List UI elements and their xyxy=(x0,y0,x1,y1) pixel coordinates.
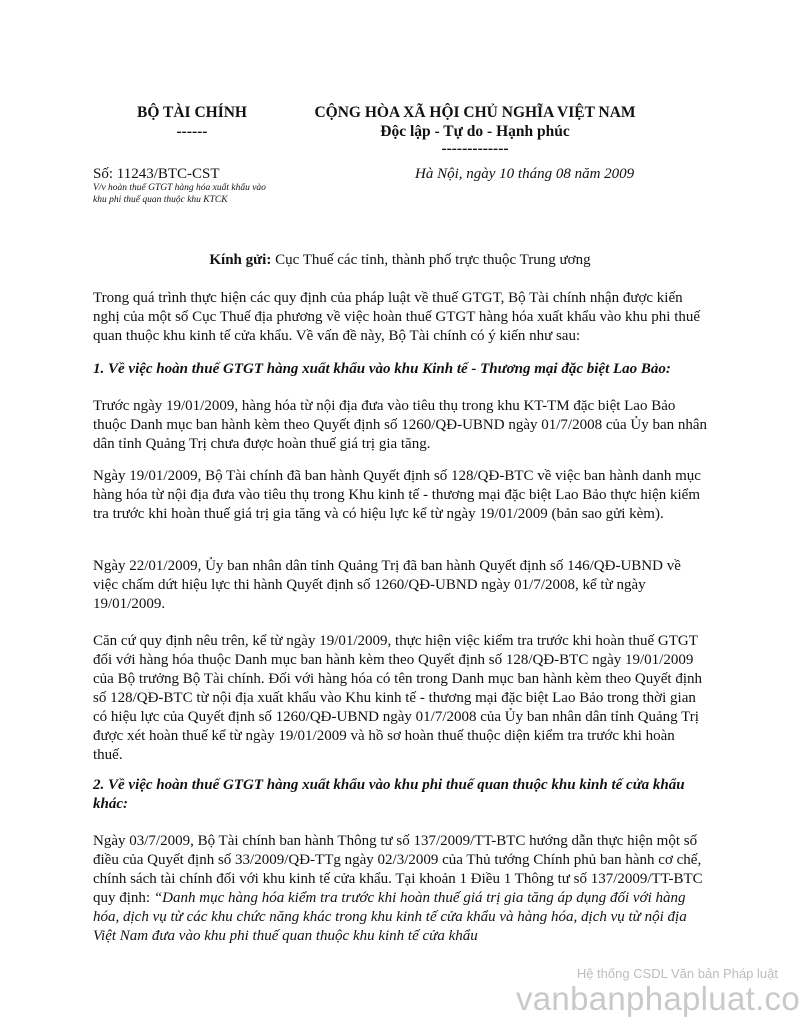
issuer-block xyxy=(122,103,262,141)
section-2-p1-quote: “Danh mục hàng hóa kiểm tra trước khi hoàn thuế giá trị gia tăng áp dụng đối với hàng hóa, dịch vụ từ các khu chức năng khác trong khu kinh tế cửa khẩu và hàng hóa, dịch vụ từ nội địa Việt Nam đưa vào khu phi thuế quan thuộc khu kinh tế cửa khẩu xyxy=(93,890,687,944)
ministry-name: BỘ TÀI CHÍNH xyxy=(137,104,247,121)
section-2-paragraph-1 xyxy=(93,832,708,946)
nation-name: CỘNG HÒA XÃ HỘI CHỦ NGHĨA VIỆT NAM xyxy=(314,104,636,121)
watermark-site: vanbanphapluat.co xyxy=(515,980,800,1017)
section-1-paragraph-4: Căn cứ quy định nêu trên, kể từ ngày 19/01/2009, thực hiện việc kiểm tra trước khi hoàn thuế GTGT đối với hàng hóa thuộc Danh mục ban hành kèm theo Quyết định số 128/QĐ-BTC ngày 19/01/2009 của Bộ trưởng Bộ Tài chính. Đối với hàng hóa có tên trong Danh mục ban hành kèm theo Quyết định số 128/QĐ-BTC từ nội địa xuất khẩu vào Khu kinh tế - thương mại đặc biệt Lao Bảo trong thời gian có hiệu lực của Quyết định số 1260/QĐ-UBND ngày 01/7/2008 của Ủy ban nhân dân tỉnh Quảng Trị được xét hoàn thuế kể từ ngày 19/01/2009 và hồ sơ hoàn thuế thuộc diện kiểm tra trước khi hoàn thuế. xyxy=(93,633,703,763)
ministry-rule: ------ xyxy=(176,123,208,140)
nation-block xyxy=(285,103,665,156)
motto-rule: ------------- xyxy=(441,140,509,157)
section-1-heading: 1. Về việc hoàn thuế GTGT hàng xuất khẩu vào khu Kinh tế - Thương mại đặc biệt Lao Bảo: xyxy=(93,361,671,377)
intro-paragraph: Trong quá trình thực hiện các quy định của pháp luật về thuế GTGT, Bộ Tài chính nhận được kiến nghị của một số Cục Thuế địa phương về việc hoàn thuế GTGT hàng hóa xuất khẩu vào khu phi thuế quan thuộc khu kinh tế cửa khẩu. Về vấn đề này, Bộ Tài chính có ý kiến như sau: xyxy=(93,290,701,344)
greeting-label: Kính gửi: xyxy=(209,252,272,268)
section-2-heading: 2. Về việc hoàn thuế GTGT hàng xuất khẩu vào khu phi thuế quan thuộc khu kinh tế cửa khẩu khác: xyxy=(93,777,685,812)
section-1-paragraph-2: Ngày 19/01/2009, Bộ Tài chính đã ban hành Quyết định số 128/QĐ-BTC về việc ban hành danh mục hàng hóa từ nội địa đưa vào tiêu thụ trong Khu kinh tế - thương mại đặc biệt Lao Bảo thực hiện kiểm tra trước khi hoàn thuế giá trị gia tăng và có hiệu lực kể từ ngày 19/01/2009 (bản sao gửi kèm). xyxy=(93,468,701,522)
subject-line-2: khu phi thuế quan thuộc khu KTCK xyxy=(93,194,228,205)
section-2-p1-text: Ngày 03/7/2009, Bộ Tài chính ban hành Thông tư số 137/2009/TT-BTC hướng dẫn thực hiện một số điều của Quyết định số 33/2009/QĐ-TTg ngày 02/3/2009 của Thủ tướng Chính phủ ban hành cơ chế, chính sách tài chính đối với khu kinh tế cửa khẩu. Tại khoản 1 Điều 1 Thông tư số 137/2009/TT-BTC quy định: xyxy=(93,833,703,906)
motto: Độc lập - Tự do - Hạnh phúc xyxy=(380,123,570,140)
document-date: Hà Nội, ngày 10 tháng 08 năm 2009 xyxy=(415,166,635,182)
subject-line-1: V/v hoàn thuế GTGT hàng hóa xuất khẩu vào xyxy=(93,183,266,193)
section-1-paragraph-1: Trước ngày 19/01/2009, hàng hóa từ nội địa đưa vào tiêu thụ trong khu KT-TM đặc biệt Lao Bảo thuộc Danh mục ban hành kèm theo Quyết định số 1260/QĐ-UBND ngày 01/7/2008 của Ủy ban nhân dân tỉnh Quảng Trị chưa được hoàn thuế giá trị gia tăng. xyxy=(93,398,708,452)
greeting-recipient: Cục Thuế các tỉnh, thành phố trực thuộc Trung ương xyxy=(271,252,591,268)
document-subject xyxy=(93,183,293,206)
greeting xyxy=(0,251,800,270)
document-number: Số: 11243/BTC-CST xyxy=(93,166,220,182)
watermark-caption: Hệ thống CSDL Văn bản Pháp luật xyxy=(576,966,778,981)
section-1-paragraph-3: Ngày 22/01/2009, Ủy ban nhân dân tỉnh Quảng Trị đã ban hành Quyết định số 146/QĐ-UBND về việc chấm dứt hiệu lực thi hành Quyết định số 1260/QĐ-UBND ngày 01/7/2008, kể từ ngày 19/01/2009. xyxy=(93,558,681,612)
